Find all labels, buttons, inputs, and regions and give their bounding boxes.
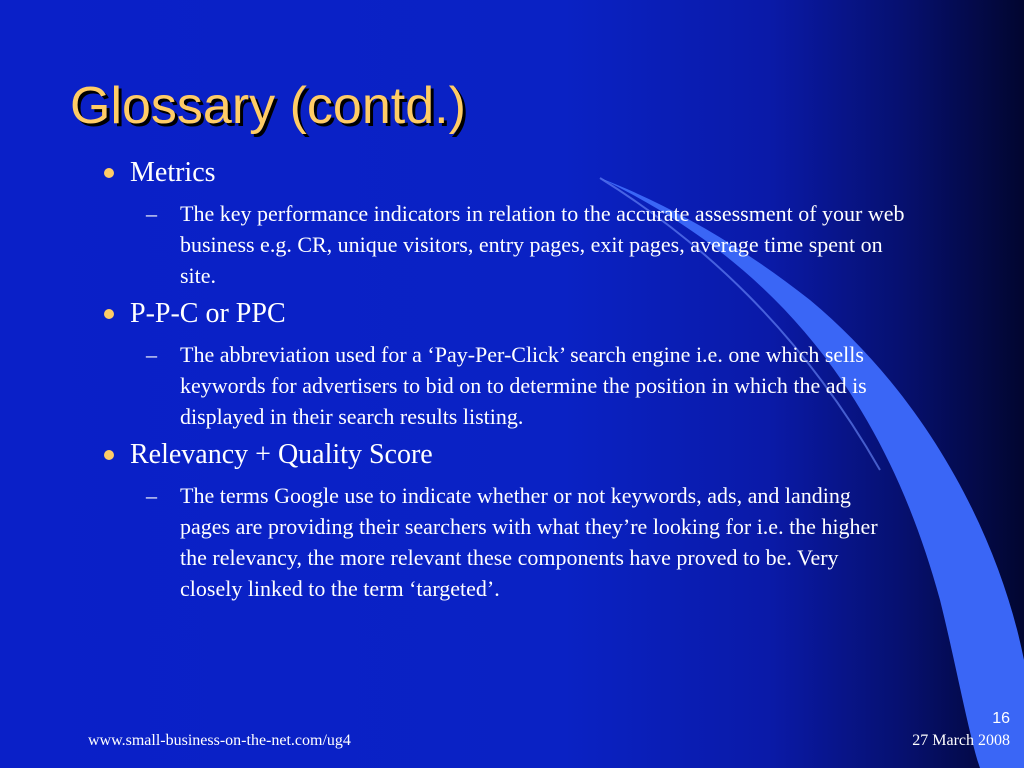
footer-url: www.small-business-on-the-net.com/ug4 xyxy=(88,732,351,749)
slide-number: 16 xyxy=(992,710,1010,727)
dash-icon: – xyxy=(146,342,157,367)
dash-icon: – xyxy=(146,483,157,508)
glossary-term: Metrics xyxy=(130,157,216,188)
glossary-item-relevancy xyxy=(100,438,940,604)
glossary-item-ppc xyxy=(100,297,940,432)
footer-meta xyxy=(912,708,1010,752)
bullet-icon xyxy=(104,309,114,319)
glossary-definition: The abbreviation used for a ‘Pay-Per-Click’ search engine i.e. one which sells keywords for advertisers to bid on to determine the position in which the ad is displayed in their search results listing. xyxy=(180,342,867,429)
glossary-list xyxy=(100,156,940,604)
dash-icon: – xyxy=(146,201,157,226)
glossary-item-metrics xyxy=(100,156,940,291)
glossary-definition: The terms Google use to indicate whether or not keywords, ads, and landing pages are providing their searchers with what they’re looking for i.e. the higher the relevancy, the more relevant these components have proved to be. Very closely linked to the term ‘targeted’. xyxy=(180,483,878,601)
glossary-term: Relevancy + Quality Score xyxy=(130,439,433,470)
bullet-icon xyxy=(104,450,114,460)
slide-title: Glossary (contd.) xyxy=(70,77,466,135)
glossary-term: P-P-C or PPC xyxy=(130,298,286,329)
slide-date: 27 March 2008 xyxy=(912,732,1010,749)
glossary-definition: The key performance indicators in relation to the accurate assessment of your web business e.g. CR, unique visitors, entry pages, exit pages, average time spent on site. xyxy=(180,201,905,288)
bullet-icon xyxy=(104,168,114,178)
